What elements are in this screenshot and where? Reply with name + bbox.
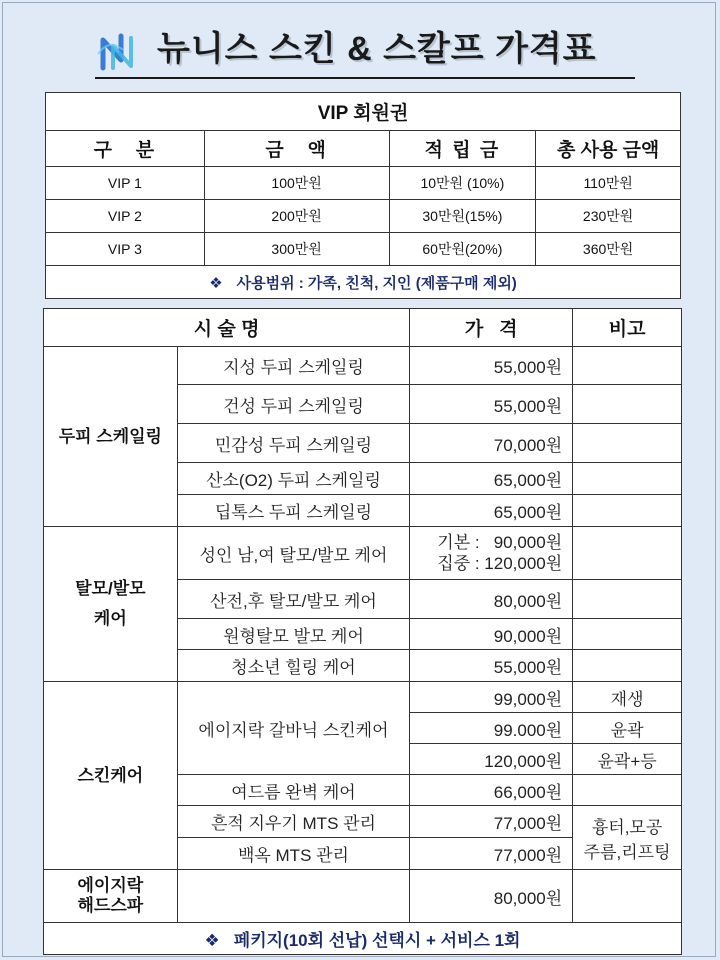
service-note-mts [573,806,682,870]
service-name: 건성 두피 스케일링 [177,385,410,424]
vip-total: 230만원 [536,200,681,233]
service-note: 재생 [573,682,682,713]
price-footer [44,923,682,955]
service-name: 딥톡스 두피 스케일링 [177,495,410,527]
service-price: 70,000원 [410,424,573,463]
category-headspa-line1: 에이지락 [77,876,144,895]
vip-col-total: 총 사용 금액 [536,131,681,167]
service-price: 65,000원 [410,463,573,495]
service-price: 65,000원 [410,495,573,527]
service-name [177,870,410,923]
category-hair-line2: 케어 [93,609,127,628]
vip-note [46,266,681,299]
vip-title: VIP 회원권 [46,93,681,131]
price-table [43,308,682,955]
service-note [573,775,682,806]
category-scalp: 두피 스케일링 [44,347,178,527]
title-underline [95,77,635,79]
service-note [573,463,682,495]
service-name: 흔적 지우기 MTS 관리 [177,806,410,838]
service-name: 에이지락 갈바닉 스킨케어 [177,682,410,775]
page-title: 뉴니스 스킨 & 스칼프 가격표 [157,30,597,68]
n-logo-icon [95,30,143,74]
table-row [44,527,682,580]
vip-points: 60만원(20%) [389,233,536,266]
service-price: 99.000원 [410,713,573,744]
service-price: 55,000원 [410,347,573,385]
price-focus: 집중 : 120,000원 [437,554,563,573]
mts-note-line1: 흉터,모공 [591,817,663,837]
service-note [573,495,682,527]
table-row [46,200,681,233]
service-note [573,347,682,385]
diamond-bullet-icon: ❖ [209,274,223,292]
service-price: 77,000원 [410,838,573,870]
service-price: 77,000원 [410,806,573,838]
vip-table [45,92,681,299]
vip-name: VIP 2 [46,200,205,233]
category-headspa [44,870,178,923]
service-name: 원형탈모 발모 케어 [177,619,410,650]
category-hair [44,527,178,682]
price-col-service: 시 술 명 [44,309,410,347]
price-basic: 기본 : 90,000원 [437,533,563,552]
service-note [573,619,682,650]
service-name: 여드름 완벽 케어 [177,775,410,806]
vip-col-points: 적 립 금 [389,131,536,167]
service-note: 윤곽 [573,713,682,744]
vip-name: VIP 1 [46,167,205,200]
category-headspa-line2: 해드스파 [77,896,144,915]
vip-points: 10만원 (10%) [389,167,536,200]
vip-total: 110만원 [536,167,681,200]
diamond-bullet-icon: ❖ [204,931,220,950]
service-price: 120,000원 [410,744,573,775]
category-hair-line1: 탈모/발모 [75,579,146,598]
table-row [46,233,681,266]
price-col-note: 비고 [573,309,682,347]
service-price: 66,000원 [410,775,573,806]
service-name: 청소년 힐링 케어 [177,650,410,682]
vip-amount: 200만원 [204,200,389,233]
table-row [44,682,682,713]
service-name: 백옥 MTS 관리 [177,838,410,870]
service-price: 90,000원 [410,619,573,650]
service-name: 지성 두피 스케일링 [177,347,410,385]
service-price: 80,000원 [410,580,573,619]
table-row [44,347,682,385]
table-row [44,870,682,923]
vip-points: 30만원(15%) [389,200,536,233]
service-note [573,870,682,923]
service-note: 윤곽+등 [573,744,682,775]
mts-note-line2: 주름,리프팅 [583,842,671,862]
price-col-price: 가 격 [410,309,573,347]
vip-amount: 100만원 [204,167,389,200]
service-name: 성인 남,여 탈모/발모 케어 [177,527,410,580]
service-price: 55,000원 [410,650,573,682]
service-note [573,424,682,463]
service-name: 민감성 두피 스케일링 [177,424,410,463]
vip-name: VIP 3 [46,233,205,266]
header [95,22,635,80]
service-note [573,580,682,619]
table-row [46,167,681,200]
price-footer-text: 페키지(10회 선납) 선택시 + 서비스 1회 [233,931,521,950]
vip-amount: 300만원 [204,233,389,266]
vip-note-text: 사용범위 : 가족, 친척, 지인 (제품구매 제외) [236,274,517,292]
service-note [573,385,682,424]
category-skin: 스킨케어 [44,682,178,870]
service-name: 산전,후 탈모/발모 케어 [177,580,410,619]
service-note [573,527,682,580]
service-name: 산소(O2) 두피 스케일링 [177,463,410,495]
service-price: 99,000원 [410,682,573,713]
service-price: 55,000원 [410,385,573,424]
vip-col-amount: 금 액 [204,131,389,167]
vip-total: 360만원 [536,233,681,266]
service-price [410,527,573,580]
service-price: 80,000원 [410,870,573,923]
service-note [573,650,682,682]
vip-col-category: 구 분 [46,131,205,167]
